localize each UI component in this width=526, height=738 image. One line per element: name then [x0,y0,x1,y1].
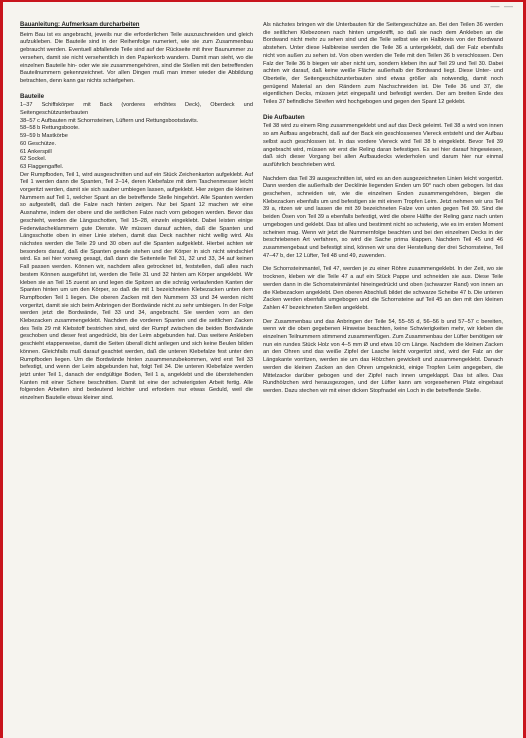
parts-list-item: 61 Ankerspill [20,148,52,155]
red-left-border [0,0,3,738]
parts-list-item: 62 Sockel. [20,156,47,163]
parts-list-item: 38–57 c Aufbauten mit Schornsteinen, Lüftern und Rettungsbootsdavits. [20,117,199,124]
gun-mounts-paragraph: Als nächstes bringen wir die Unterbauten für die Seitengeschütze an. Bei den Teilen 36 werden die seitlichen Klebezonen nach hinten umgeknifft, so daß sie nach dem Ankleben an die Bordwand nicht mehr zu sehen sind und die Teile selbst wie ein Halbkreis von der Bordwand abstehen. Unter diese Halbkreise werden die Teile 36 a untergeklebt, daß der Falz ebenfalls nicht von außen zu sehen ist. Von oben werden die Teile mit den Teilen 36 b verschlossen. Den Falz der Teile 36 b biegen wir aber nicht um, sondern kleben ihn auf Teil 29 und Teil 30. Dabei achten wir darauf, daß keine weiße Fläche außerhalb der Bordwand liegt. Diese Unter- und Oberteile, der Seitengeschützunterbauten sind etwas größer als notwendig, damit noch genügend Material an den Rändern zum Nachschneiden ist. Die Teile 36 und 37, die eigentlichen Decks, müssen jetzt eingepaßt und befestigt werden. Der am breiten Ende des Teiles 37 befindliche Streifen wird hochgebogen und gegen den Spant 12 geklebt. [263,22,503,106]
page-corner-mark: — — [490,1,514,11]
red-top-border [0,0,526,2]
parts-list-item: 58–58 b Rettungsboote. [20,125,80,132]
parts-list-item: 1–37 Schiffskörper mit Back (vorderes erhöhtes Deck), Oberdeck und Seitengeschützunterbauten [20,102,253,117]
superstructure-paragraph-1: Teil 38 wird zu einem Ring zusammengeklebt und auf das Deck geleimt. Teil 38 a wird von innen so am Aufbau angebracht, daß auf der Back ein geschlossenes Viereck entsteht und der Aufbau selbst auch geschlossen ist. In das vordere Viereck wird Teil 38 b eingeklebt. Bevor Teil 39 angebracht wird, müssen wir erst die Reling daran befestigen. Es sei hier darauf hingewiesen, daß sich dieser Vorgang bei allen Aufbaudecks wiederholen und darum hier nur einmal ausführlich beschrieben wird. [263,123,503,168]
instructions-heading: Bauanleitung: Aufmerksam durcharbeiten [20,22,140,28]
right-text-column [263,22,503,396]
intro-paragraph: Beim Bau ist es angebracht, jeweils nur die erforderlichen Teile auszuschneiden und gleich aufzukleben. Die Bauteile sind in der Reihenfolge numeriert, wie sie zum Zusammenbau gebraucht werden. Eventuell abfallende Teile sind auf der Rückseite mit ihrer Baunummer zu versehen, damit sie nicht versehentlich in den Papierkorb wandern. Damit man sieht, wo die einzelnen Bauteile hin- oder wie sie zusammengehören, sind die Stellen mit den betreffenden Bauteilnummern gekennzeichnet. Vor allen Dingen muß man immer wieder die Abbildung betrachten, denn kann gar nichts schiefgehen. [20,31,253,84]
funnels-paragraph: Die Schornsteinmantel, Teil 47, werden je zu einer Röhre zusammengeklebt. In der Zeit, wo sie trocknen, kleben wir die Teile 47 a auf ein Stück Pappe und schneiden sie aus. Diese Teile werden dann in die Schornsteinmäntel hineingedrückt und oben (schwarzer Rand) von innen an die Klebezacken angeklebt. Den oberen Abschluß bildet die schwarze Scheibe 47 b. Die unteren Zacken werden ebenfalls umgebogen und die Schornsteine auf Teil 45 an den mit den kleinen Zahlen 47 bezeichneten Stellen angeklebt. [263,266,503,311]
parts-list-item: 59–59 b Mastkörbe [20,133,68,140]
hull-assembly-paragraph: Der Rumpfboden, Teil 1, wird ausgeschnitten und auf ein Stück Zeichenkarton aufgeklebt. Auf Teil 1 werden dann die Spanten, Teil 2–14, deren Klebefalze mit dem Taschenmesser leicht vorgeritzt werden, damit sie sich sauber umbiegen lassen, aufgeklebt. Hier zeigen die kleinen Nummern auf Teil 1, welcher Spant an die betreffende Stelle hingehört. Alle Spanten werden so aufgestellt, daß die Falze nach hinten zeigen. Nur bei Spant 12 machen wir eine Ausnahme, indem der obere und die seitlichen Falze nach vorn gebogen werden. Bevor das geschieht, werden die Längsschotten, Teil 15–28, einzeln eingeklebt. Dabei leisten einige Federwäscheklammern gute Dienste. Wir müssen darauf achten, daß die Spanten und Längsschotte oben in einer Linie stehen, damit das Deck nachher nicht wellig wird. Als nächstes werden die Teile 29 und 30 oben auf die Spanten aufgeklebt. Hierbei achten wir besonders darauf, daß die Spanten gerade stehen und der Körper in sich nicht windschief wird. Es sei hier vorweg gesagt, daß dann die Seitenteile Teil 31, 32 und 33, 34 auf keinen Fall passen werden. Können wir, nachdem alles getrocknet ist, feststellen, daß alles nach bestem Können ausgeführt ist, werden die Teile 31 und 32 hinten am Körper angeklebt. Wir kleben sie an Teil 15 zuerst an und legen die Spitzen an die schräg verlaufenden Kanten der Spanten hinten um um den Körper, so daß die mit 1 bezeichneten Klebezacken unten dem Rumpfboden Teil 1 liegen. Die oberen Zacken mit den Nummern 33 und 34 werden nicht vorgeritzt, damit sie sich beim Anbringen der Bordwände nicht zu sehr umbiegen. In der Folge werden jetzt die Bordwände, Teil 33 und 34, angebracht. Sie werden vorn an den Klebezacken zusammengeklebt. Nachdem die vorderen Spanten und die seitlichen Zacken des Teils 29 mit Klebstoff bestrichen sind, wird der Rumpf zwischen die beiden Bordwände geschoben und dieser fest angedrückt, bis der Leim abgebunden hat. Das weitere Ankleben geschieht etappenweise, damit die Seiten überall dicht anliegen und sich keine Beulen bilden können. Gleichfalls muß darauf geachtet werden, daß die unteren Klebefalze fest unter den Rumpfboden liegen. Um die Bordwände hinten zusammenzubekommen, wird erst Teil 33 befestigt, und wenn der Leim abgebunden hat, folgt Teil 34. Die unteren Klebefalze werden jetzt unter Teil 1, danach der endgültige Boden, Teil 1 a, angeklebt und die überstehenden Kanten mit einer Schere beschnitten. Damit ist eine der schwierigsten Arbeit fertig. Alle folgenden Arbeiten sind bedeutend leichter und erfordern nur etwas Geduld, weil die einzelnen Bauteile etwas kleiner sind. [20,171,253,402]
parts-heading: Bauteile [20,92,45,100]
parts-list [20,102,253,171]
left-text-column [20,22,253,403]
ventilators-paragraph: Der Zusammenbau und das Anbringen der Teile 54, 55–55 d, 56–56 b und 57–57 c bereiten, wenn wir die oben gegebenen Hinweise beachten, keine Schwierigkeiten mehr, wir kleben die einzelnen Teilnummern stimmend zusammenfügen. Zum Zusammenbau der Lüfter benötigen wir nun ein rundes Stück Holz von 4–5 mm Ø und etwa 10 cm Länge. Nachdem die kleinen Zacken an den Ohren und das weiße Zipfel der Lasche leicht vorgeritzt sind, wird der Falz an der Längskante vorritzen, werden sie um das Hölzchen gewickelt und zusammengeklebt. Danach werden die kleinen Zacken an den Ohren umgeknickt, einige Tropfen Leim angegeben, die Mittelzacke darüber gebogen und der Zipfel nach innen umgeklappt. Das ist alles. Das Rundhölzchen wird herausgezogen, und der Lüfter kann am vorgesehenen Platz eingebaut werden. Dazu stechen wir mit einer dicken Stopfnadel ein Loch in die betreffende Stelle. [263,318,503,394]
superstructure-heading: Die Aufbauten [263,113,305,121]
parts-list-item: 63 Flaggengaffel. [20,163,64,170]
superstructure-paragraph-2: Nachdem das Teil 39 ausgeschnitten ist, wird es an den ausgezeichneten Linien leicht vorgeritzt. Dann werden die außerhalb der Decklinie liegenden Enden um 90° nach oben gebogen. Ist das geschehen, schneiden wir, wie die einzelnen Enden zusammengehören, biegen die Klebezacken ebenfalls um und befestigen sie mit einem Tropfen Leim. Jetzt nehmen wir uns Teil 39 a, ritzen wir und lassen die mit 39 bezeichneten Falze von unten gegen Teil 39. Sind die beiden Ösen von Teil 39 a ebenfalls befestigt, wird die obere Hälfte der Reling ganz nach unten umgebogen und geklebt. Das ist alles und bestimmt nicht so schwierig, wie es im ersten Moment scheinen mag. Wenn wir jetzt die Nummernfolge beachten und bei den einzelnen Decks in der beschriebenen Art verfahren, so wird die Sache prima klappen. Nachdem Teil 45 und 46 zusammengebaut und befestigt sind, können wir uns der Herstellung der drei Schornsteine, Teil 47–47 b, der 12 Lüfter, Teil 48 und 49, zuwenden. [263,175,503,259]
parts-list-item: 60 Geschütze. [20,140,57,147]
